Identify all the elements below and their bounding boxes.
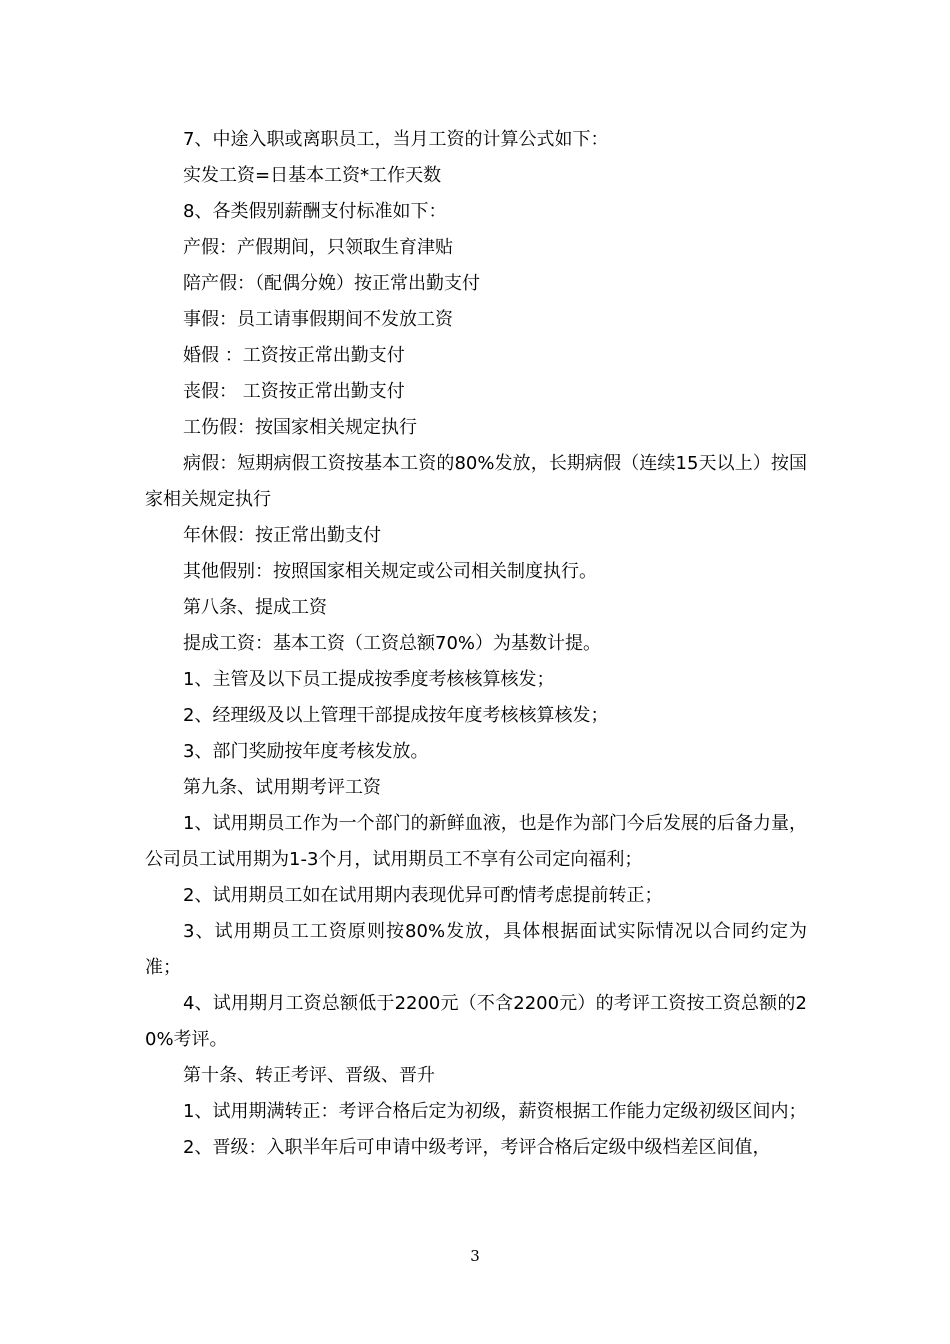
paragraph: 2、试用期员工如在试用期内表现优异可酌情考虑提前转正； <box>183 885 663 906</box>
page-number: 3 <box>470 1247 480 1265</box>
paragraph: 8、各类假别薪酬支付标准如下： <box>183 201 447 222</box>
document-body <box>145 122 807 1166</box>
paragraph: 病假：短期病假工资按基本工资的80%发放，长期病假（连续15天以上）按国家相关规定执行 <box>145 453 807 510</box>
section-heading: 第八条、提成工资 <box>183 597 327 618</box>
paragraph: 7、中途入职或离职员工，当月工资的计算公式如下： <box>183 129 609 150</box>
paragraph: 丧假： 工资按正常出勤支付 <box>183 381 405 402</box>
paragraph: 工伤假：按国家相关规定执行 <box>183 417 417 438</box>
paragraph: 3、试用期员工工资原则按80%发放，具体根据面试实际情况以合同约定为准； <box>145 921 807 978</box>
paragraph: 婚假 ：工资按正常出勤支付 <box>183 345 405 366</box>
paragraph: 3、部门奖励按年度考核发放。 <box>183 741 429 762</box>
paragraph: 年休假：按正常出勤支付 <box>183 525 381 546</box>
section-heading: 第九条、试用期考评工资 <box>183 777 381 798</box>
paragraph: 其他假别：按照国家相关规定或公司相关制度执行。 <box>183 561 597 582</box>
section-heading: 第十条、转正考评、晋级、晋升 <box>183 1065 435 1086</box>
paragraph: 产假：产假期间，只领取生育津贴 <box>183 237 453 258</box>
paragraph: 4、试用期月工资总额低于2200元（不含2200元）的考评工资按工资总额的20%考评。 <box>145 993 807 1050</box>
paragraph: 提成工资：基本工资（工资总额70%）为基数计提。 <box>183 633 602 654</box>
paragraph: 1、主管及以下员工提成按季度考核核算核发； <box>183 669 555 690</box>
paragraph: 1、试用期满转正：考评合格后定为初级，薪资根据工作能力定级初级区间内； <box>183 1101 807 1122</box>
paragraph: 陪产假：（配偶分娩）按正常出勤支付 <box>183 273 480 294</box>
paragraph: 1、试用期员工作为一个部门的新鲜血液，也是作为部门今后发展的后备力量，公司员工试用期为1-3个月，试用期员工不享有公司定向福利； <box>145 813 807 870</box>
paragraph: 实发工资=日基本工资*工作天数 <box>183 165 442 186</box>
paragraph: 2、晋级：入职半年后可申请中级考评，考评合格后定级中级档差区间值， <box>183 1137 771 1158</box>
paragraph: 2、经理级及以上管理干部提成按年度考核核算核发； <box>183 705 609 726</box>
paragraph: 事假：员工请事假期间不发放工资 <box>183 309 453 330</box>
